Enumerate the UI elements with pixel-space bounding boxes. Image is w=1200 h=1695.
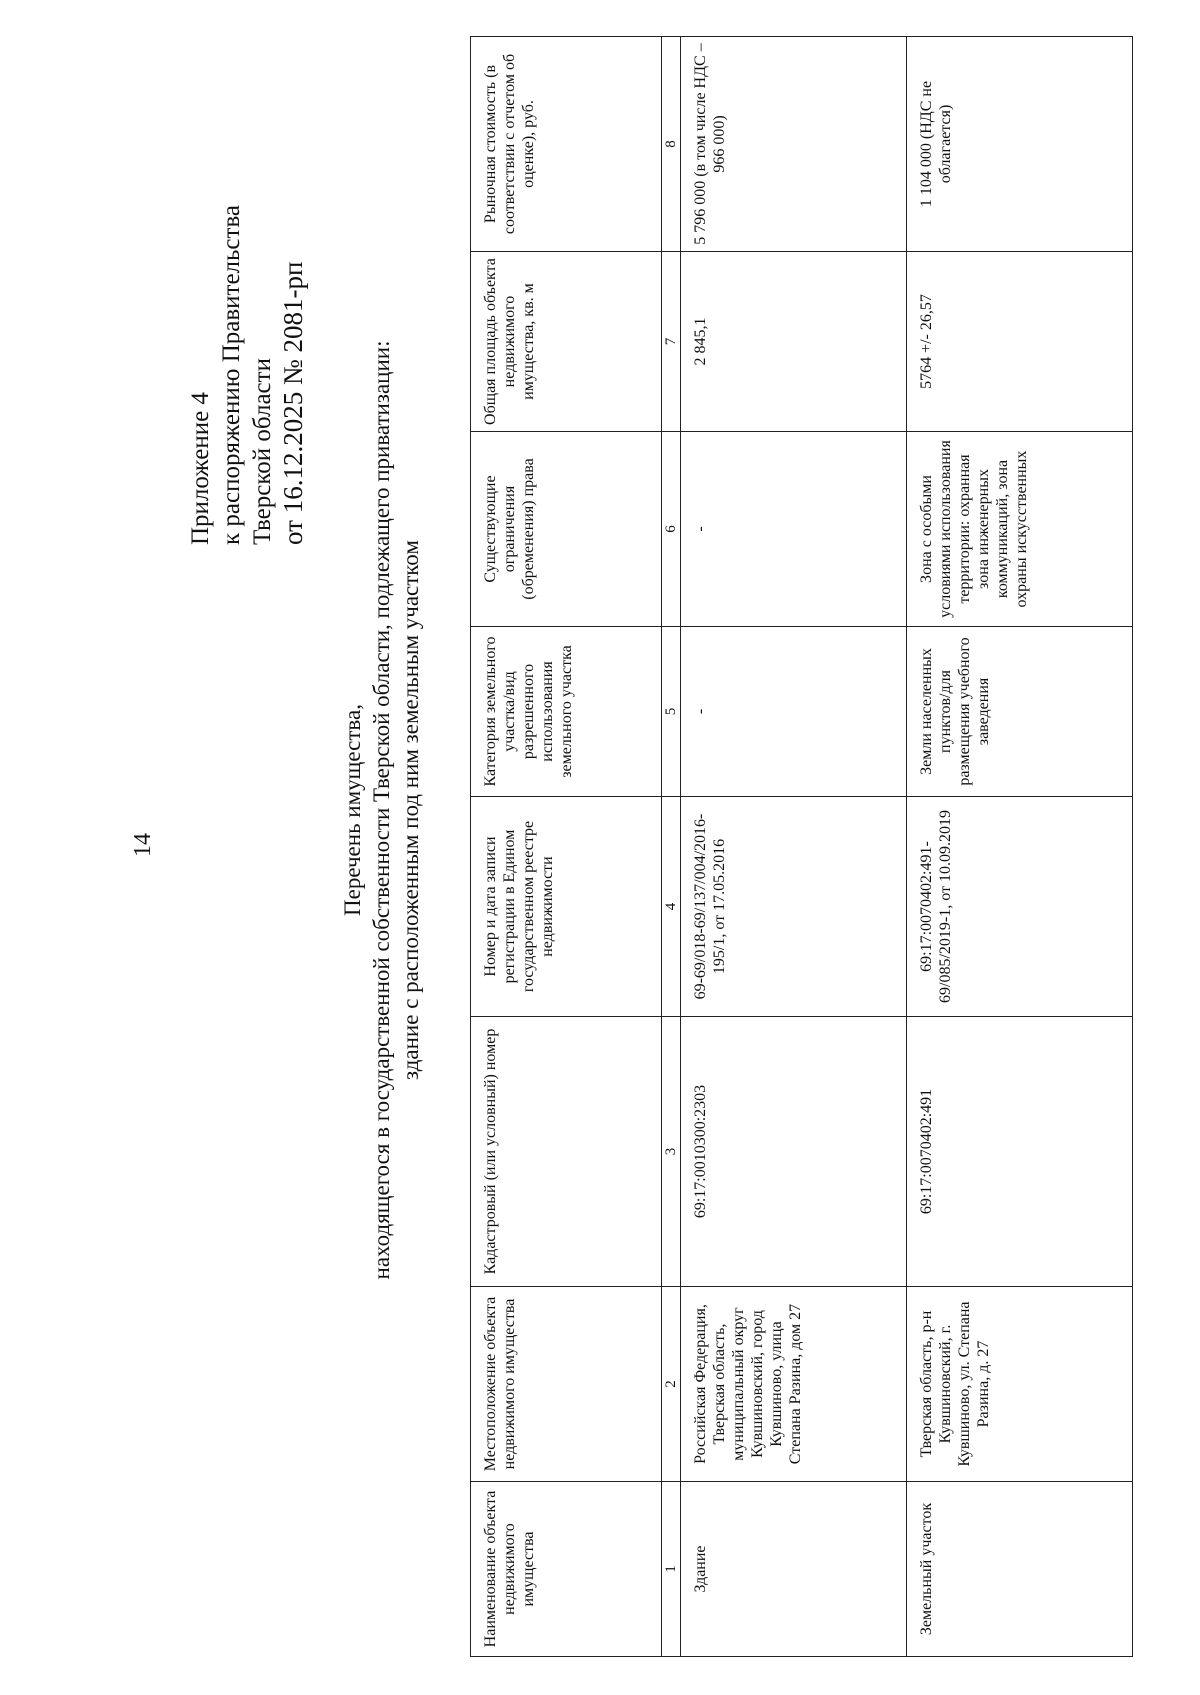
column-number: 8 [662,37,681,252]
appendix-title: Приложение 4 [187,392,214,545]
column-number-row [662,37,681,1657]
table-header-row [471,37,662,1657]
header-cell: Номер и дата записи регистрации в Едином государственном реестре недвижимости [471,797,662,1017]
heading-subtitle: находящегося в государственной собственности Тверской области, подлежащего приватизации: [369,340,394,1280]
header-cell: Наименование объекта недвижимого имущества [471,1482,662,1657]
appendix-region: Тверской области [249,358,276,545]
encumbrance-cell: - [681,432,907,627]
header-cell: Кадастровый (или условный) номер [471,1017,662,1287]
column-number: 4 [662,797,681,1017]
table-row [681,37,907,1657]
cadastral-number-cell: 69:17:0010300:2303 [681,1017,907,1287]
column-number: 6 [662,432,681,627]
header-cell: Местоположение объекта недвижимого имущества [471,1287,662,1482]
cadastral-number-cell: 69:17:0070402:491 [907,1017,1133,1287]
encumbrance-cell: Зона с особыми условиями использования территории: охранная зона инженерных коммуникаций, зона охраны искусственных [907,432,1133,627]
heading-object: здание с расположенным под ним земельным участком [398,540,423,1080]
page-number: 14 [130,833,156,857]
registration-cell: 69:17:0070402:491-69/085/2019-1, от 10.09.2019 [907,797,1133,1017]
appendix-date: от 16.12.2025 № 2081-рп [278,261,308,545]
column-number: 5 [662,627,681,797]
location-cell: Тверская область, р-н Кувшиновский, г. Кувшиново, ул. Степана Разина, д. 27 [907,1287,1133,1482]
location-cell: Российская Федерация, Тверская область, муниципальный округ Кувшиновский, город Кувшиново, улица Степана Разина, дом 27 [681,1287,907,1482]
column-number: 1 [662,1482,681,1657]
column-number: 3 [662,1017,681,1287]
property-table [470,36,1133,1657]
area-cell: 5764 +/- 26,57 [907,252,1133,432]
market-value-cell: 1 104 000 (НДС не облагается) [907,37,1133,252]
object-name-cell: Земельный участок [907,1482,1133,1657]
header-cell: Рыночная стоимость (в соответствии с отчетом об оценке), руб. [471,37,662,252]
appendix-reference: к распоряжению Правительства [218,204,245,545]
object-name-cell: Здание [681,1482,907,1657]
header-cell: Общая площадь объекта недвижимого имущества, кв. м [471,252,662,432]
area-cell: 2 845,1 [681,252,907,432]
column-number: 2 [662,1287,681,1482]
header-cell: Существующие ограничения (обременения) права [471,432,662,627]
document-heading [338,285,425,1335]
land-category-cell: Земли населенных пунктов/для размещения учебного заведения [907,627,1133,797]
registration-cell: 69-69/018-69/137/004/2016-195/1, от 17.05.2016 [681,797,907,1017]
heading-title: Перечень имущества, [340,704,365,916]
market-value-cell: 5 796 000 (в том числе НДС – 966 000) [681,37,907,252]
header-cell: Категория земельного участка/вид разрешенного использования земельного участка [471,627,662,797]
appendix-block [185,105,309,545]
land-category-cell: - [681,627,907,797]
column-number: 7 [662,252,681,432]
table-row [907,37,1133,1657]
